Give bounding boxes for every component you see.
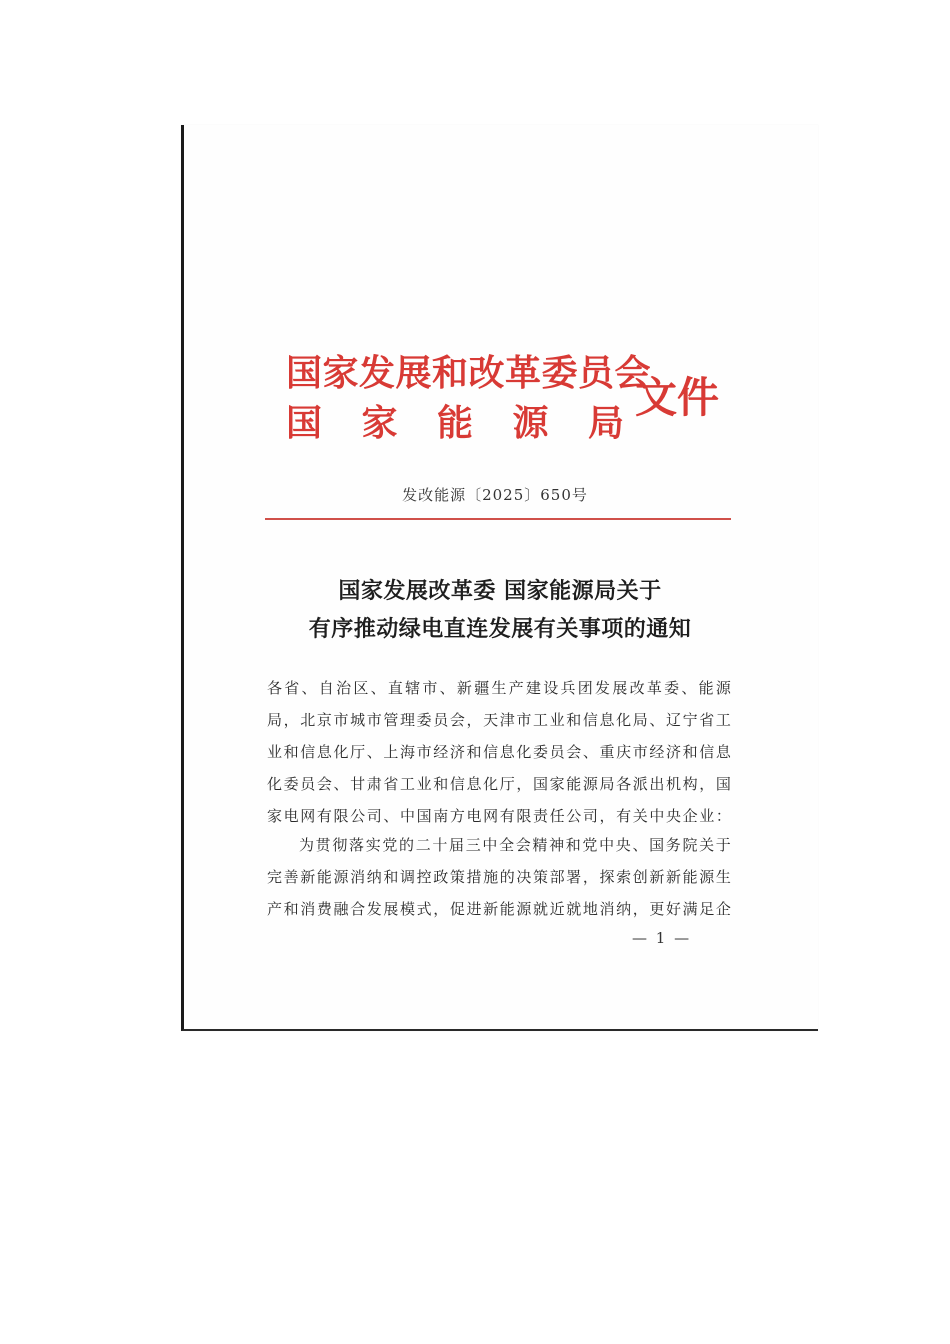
text-char: ：	[715, 807, 731, 825]
text-char: 宁	[682, 711, 698, 729]
text-char: ，	[582, 868, 598, 886]
text-char: 新	[483, 900, 499, 918]
text-char: 务	[665, 836, 681, 854]
text-char: 决	[516, 868, 532, 886]
text-char: 消	[350, 868, 366, 886]
text-char: 、	[649, 711, 665, 729]
text-char: 部	[549, 868, 565, 886]
notice-title-line-1: 国家发展改革委 国家能源局关于	[338, 578, 662, 604]
text-char: 员	[433, 711, 449, 729]
text-char: 落	[349, 836, 365, 854]
text-char: 信	[449, 775, 465, 793]
text-char: 进	[466, 900, 482, 918]
text-line	[267, 677, 731, 699]
text-char: 、	[370, 679, 386, 697]
text-char: 司	[366, 807, 382, 825]
text-char: 重	[599, 743, 615, 761]
text-char: 地	[582, 900, 598, 918]
text-char: 各	[267, 679, 283, 697]
text-char: 能	[698, 679, 714, 697]
text-char: 新	[300, 868, 316, 886]
text-char: 公	[566, 807, 582, 825]
text-char: 产	[508, 679, 524, 697]
text-char: 十	[432, 836, 448, 854]
text-char: 彻	[332, 836, 348, 854]
text-char: 探	[599, 868, 615, 886]
text-char: 中	[482, 836, 498, 854]
text-char: 津	[499, 711, 515, 729]
text-char: 能	[566, 775, 582, 793]
text-char: 京	[316, 711, 332, 729]
text-char: 能	[682, 868, 698, 886]
text-char: 有	[499, 807, 515, 825]
text-char: 生	[491, 679, 507, 697]
text-char: 的	[499, 868, 515, 886]
text-char: 和	[283, 900, 299, 918]
text-char: 会	[316, 775, 332, 793]
text-char: 企	[715, 900, 731, 918]
text-char: 任	[549, 807, 565, 825]
text-char: 信	[300, 743, 316, 761]
text-char: 网	[483, 807, 499, 825]
text-char: 索	[616, 868, 632, 886]
text-char: 会	[515, 836, 531, 854]
text-char: 管	[383, 711, 399, 729]
text-char: 疆	[474, 679, 490, 697]
text-char: ，	[699, 775, 715, 793]
text-char: 融	[333, 900, 349, 918]
text-char: 源	[333, 868, 349, 886]
text-char: 业	[699, 807, 715, 825]
text-char: 自	[318, 679, 334, 697]
org-char: 能	[436, 402, 473, 444]
text-char: 工	[715, 711, 731, 729]
text-char: 控	[416, 868, 432, 886]
text-char: 国	[416, 807, 432, 825]
text-char: 公	[350, 807, 366, 825]
text-char: 关	[632, 807, 648, 825]
text-char: 化	[333, 743, 349, 761]
org-char: 源	[512, 402, 549, 444]
text-char: 、	[301, 679, 317, 697]
text-char: 发	[595, 679, 611, 697]
text-char: 化	[616, 711, 632, 729]
text-char: 国	[533, 775, 549, 793]
org-char: 局	[587, 402, 624, 444]
text-char: 神	[549, 836, 565, 854]
text-char: 市	[632, 743, 648, 761]
org-char: 国	[286, 402, 323, 444]
text-char: ，	[516, 775, 532, 793]
text-char: 近	[549, 900, 565, 918]
text-char: 委	[664, 679, 680, 697]
text-char: 息	[599, 711, 615, 729]
text-char: 展	[383, 900, 399, 918]
text-char: 式	[416, 900, 432, 918]
text-char: 革	[646, 679, 662, 697]
text-char: 天	[483, 711, 499, 729]
text-char: ，	[599, 807, 615, 825]
text-char: 关	[699, 836, 715, 854]
text-char: 、	[681, 679, 697, 697]
text-char: 能	[316, 868, 332, 886]
text-char: 纳	[616, 900, 632, 918]
text-char: 促	[449, 900, 465, 918]
text-char: 局	[632, 711, 648, 729]
text-line	[267, 898, 731, 920]
text-char: 委	[283, 775, 299, 793]
text-char: 消	[599, 900, 615, 918]
text-char: 中	[599, 836, 615, 854]
text-char: 央	[615, 836, 631, 854]
text-line	[267, 773, 731, 795]
text-char: 调	[400, 868, 416, 886]
text-char: 海	[400, 743, 416, 761]
text-char: 足	[699, 900, 715, 918]
text-char: 团	[577, 679, 593, 697]
text-char: 息	[316, 743, 332, 761]
text-char: 限	[516, 807, 532, 825]
text-char: 辖	[405, 679, 421, 697]
text-char: 全	[499, 836, 515, 854]
text-char: 和	[682, 743, 698, 761]
page-number: — 1 —	[632, 929, 692, 947]
text-char: 合	[350, 900, 366, 918]
text-char: 会	[449, 711, 465, 729]
text-char: 家	[267, 807, 283, 825]
text-char: 、	[632, 836, 648, 854]
text-char: 产	[267, 900, 283, 918]
text-char: 署	[566, 868, 582, 886]
text-char: 为	[299, 836, 315, 854]
text-char: ，	[632, 900, 648, 918]
text-char: 央	[666, 807, 682, 825]
text-char: 中	[649, 807, 665, 825]
notice-title-line-2: 有序推动绿电直连发展有关事项的通知	[308, 616, 692, 642]
org-char: 家	[361, 402, 398, 444]
text-char: 理	[400, 711, 416, 729]
text-char: 消	[300, 900, 316, 918]
text-char: 派	[632, 775, 648, 793]
text-char: 新	[666, 868, 682, 886]
text-char: 城	[350, 711, 366, 729]
text-char: 、	[383, 807, 399, 825]
text-char: 直	[387, 679, 403, 697]
text-char: 新	[456, 679, 472, 697]
text-char: 、	[333, 775, 349, 793]
text-char: 策	[533, 868, 549, 886]
text-char: 和	[433, 775, 449, 793]
issuing-org-ndrc: 国家发展和改革委员会	[286, 352, 652, 394]
text-char: 更	[649, 900, 665, 918]
text-char: 化	[516, 743, 532, 761]
text-char: 息	[499, 743, 515, 761]
text-char: 济	[449, 743, 465, 761]
text-char: 省	[383, 775, 399, 793]
text-char: 限	[333, 807, 349, 825]
text-char: 和	[566, 711, 582, 729]
text-char: 肃	[366, 775, 382, 793]
text-char: 市	[422, 679, 438, 697]
text-char: 出	[649, 775, 665, 793]
text-char: 治	[336, 679, 352, 697]
text-char: 完	[267, 868, 283, 886]
text-char: 业	[267, 743, 283, 761]
text-char: 中	[400, 807, 416, 825]
text-char: 工	[400, 775, 416, 793]
text-char: 委	[416, 711, 432, 729]
text-char: 构	[682, 775, 698, 793]
text-char: 企	[682, 807, 698, 825]
text-char: 息	[715, 743, 731, 761]
text-char: 委	[533, 743, 549, 761]
text-char: 和	[283, 743, 299, 761]
text-char: 各	[616, 775, 632, 793]
text-char: 工	[533, 711, 549, 729]
text-char: 党	[382, 836, 398, 854]
text-char: 员	[300, 775, 316, 793]
text-char: 于	[715, 836, 731, 854]
document-header	[286, 351, 726, 451]
text-char: 和	[565, 836, 581, 854]
text-char: 有	[316, 807, 332, 825]
text-char: 市	[416, 743, 432, 761]
text-char: 南	[433, 807, 449, 825]
text-char: 市	[366, 711, 382, 729]
text-char: 业	[416, 775, 432, 793]
text-char: 建	[525, 679, 541, 697]
text-char: 措	[466, 868, 482, 886]
text-char: 发	[366, 900, 382, 918]
text-char: 新	[649, 868, 665, 886]
text-char: 家	[549, 775, 565, 793]
text-char: 国	[715, 775, 731, 793]
text-char: 局	[267, 711, 283, 729]
text-char: 和	[466, 743, 482, 761]
issuing-org-nea	[286, 401, 624, 445]
text-char: 改	[629, 679, 645, 697]
text-char: 国	[649, 836, 665, 854]
text-char: 信	[582, 711, 598, 729]
text-char: 贯	[315, 836, 331, 854]
text-char: 、	[366, 743, 382, 761]
text-char: 厅	[350, 743, 366, 761]
text-char: 省	[284, 679, 300, 697]
text-char: 员	[549, 743, 565, 761]
text-char: 三	[465, 836, 481, 854]
text-char: 和	[383, 868, 399, 886]
text-char: 厅	[499, 775, 515, 793]
text-char: 有	[616, 807, 632, 825]
text-char: 责	[533, 807, 549, 825]
text-char: 就	[566, 900, 582, 918]
text-char: 济	[666, 743, 682, 761]
text-char: 源	[715, 679, 731, 697]
text-char: 化	[483, 775, 499, 793]
text-char: 机	[666, 775, 682, 793]
text-char: 院	[682, 836, 698, 854]
text-char: ，	[466, 711, 482, 729]
text-char: 区	[353, 679, 369, 697]
text-char: 经	[649, 743, 665, 761]
text-char: 信	[699, 743, 715, 761]
text-char: 政	[433, 868, 449, 886]
text-char: 北	[300, 711, 316, 729]
text-char: 好	[666, 900, 682, 918]
text-char: 源	[516, 900, 532, 918]
text-char: 化	[267, 775, 283, 793]
text-char: 生	[715, 868, 731, 886]
text-char: 满	[682, 900, 698, 918]
text-char: 业	[549, 711, 565, 729]
text-char: 展	[612, 679, 628, 697]
document-number: 发改能源〔2025〕650号	[402, 486, 588, 504]
text-char: 电	[283, 807, 299, 825]
text-char: 庆	[616, 743, 632, 761]
text-char: 辽	[666, 711, 682, 729]
text-char: 善	[283, 868, 299, 886]
text-char: 二	[415, 836, 431, 854]
text-char: 施	[483, 868, 499, 886]
text-line	[299, 834, 731, 856]
text-char: 市	[516, 711, 532, 729]
text-char: 纳	[366, 868, 382, 886]
text-char: 实	[365, 836, 381, 854]
text-char: 甘	[350, 775, 366, 793]
text-char: 党	[582, 836, 598, 854]
text-line	[267, 866, 731, 888]
text-char: 、	[582, 743, 598, 761]
text-char: 费	[316, 900, 332, 918]
text-char: 精	[532, 836, 548, 854]
text-char: 设	[543, 679, 559, 697]
text-char: 源	[582, 775, 598, 793]
text-char: 创	[632, 868, 648, 886]
text-char: 局	[599, 775, 615, 793]
document-suffix: 文件	[635, 373, 720, 422]
text-char: 市	[333, 711, 349, 729]
text-char: 届	[449, 836, 465, 854]
red-divider	[265, 518, 731, 520]
text-char: 方	[449, 807, 465, 825]
text-char: ，	[283, 711, 299, 729]
text-char: 能	[499, 900, 515, 918]
text-line	[267, 741, 731, 763]
text-char: 兵	[560, 679, 576, 697]
text-char: 的	[399, 836, 415, 854]
text-char: 会	[566, 743, 582, 761]
text-line	[267, 805, 731, 827]
text-line	[267, 709, 731, 731]
text-char: 模	[400, 900, 416, 918]
text-char: 上	[383, 743, 399, 761]
text-char: 省	[699, 711, 715, 729]
text-char: 就	[533, 900, 549, 918]
text-char: 司	[582, 807, 598, 825]
text-char: 策	[449, 868, 465, 886]
text-char: 息	[466, 775, 482, 793]
text-char: 经	[433, 743, 449, 761]
text-char: 网	[300, 807, 316, 825]
text-char: 信	[483, 743, 499, 761]
text-char: ，	[433, 900, 449, 918]
text-char: 、	[439, 679, 455, 697]
text-char: 源	[699, 868, 715, 886]
text-char: 电	[466, 807, 482, 825]
